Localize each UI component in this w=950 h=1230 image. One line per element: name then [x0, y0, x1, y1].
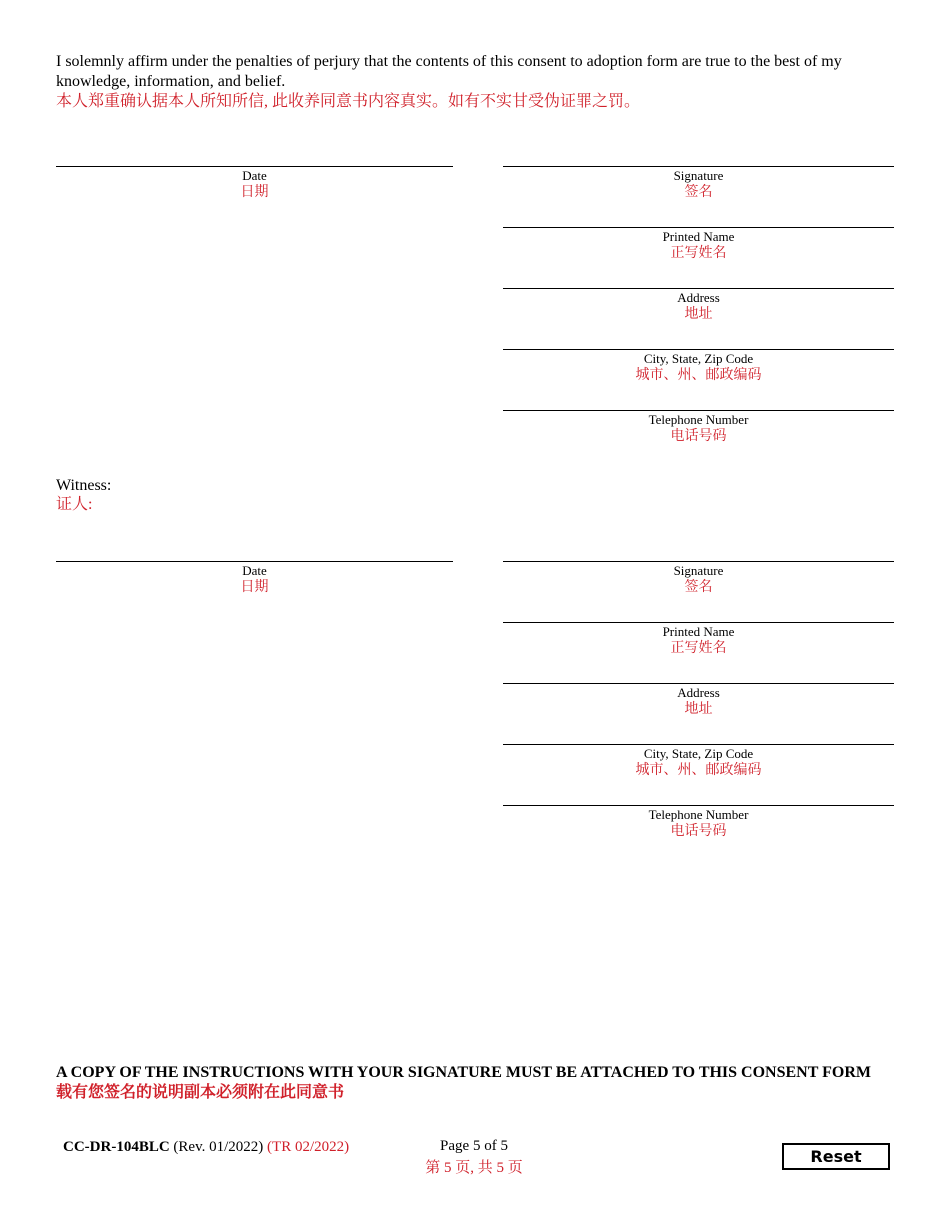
field-label-en: Telephone Number: [648, 412, 749, 427]
signer-date-field[interactable]: [56, 166, 453, 201]
affirmation-text-en: I solemnly affirm under the penalties of perjury that the contents of this consent to adoption form are true to the best of my knowledge, information, and belief.: [56, 53, 842, 90]
page-number-zh: 第 5 页, 共 5 页: [425, 1160, 523, 1176]
form-translation-revision: (TR 02/2022): [267, 1139, 350, 1155]
witness-signature-field[interactable]: [503, 561, 894, 596]
affirmation-text-zh: 本人郑重确认据本人所知所信, 此收养同意书内容真实。如有不实甘受伪证罪之罚。: [56, 93, 641, 110]
witness-address-field[interactable]: [503, 683, 894, 718]
affirmation-paragraph: [56, 52, 896, 112]
field-label-en: Signature: [673, 168, 724, 183]
field-label-zh: 日期: [240, 580, 269, 595]
reset-button[interactable]: Reset: [782, 1143, 890, 1170]
field-label-en: Address: [677, 290, 720, 305]
signer-city-state-zip-field[interactable]: [503, 349, 894, 384]
field-label-en: Telephone Number: [648, 807, 749, 822]
field-label-en: Printed Name: [662, 624, 735, 639]
form-id: CC-DR-104BLC: [63, 1139, 170, 1155]
page-number: [394, 1135, 554, 1179]
field-label-en: Date: [242, 563, 267, 578]
witness-heading: [56, 476, 111, 514]
field-label-zh: 日期: [240, 185, 269, 200]
field-label-zh: 城市、州、邮政编码: [635, 368, 762, 383]
field-label-zh: 地址: [684, 702, 713, 717]
form-revision: (Rev. 01/2022): [173, 1139, 264, 1155]
page-number-en: Page 5 of 5: [440, 1138, 508, 1154]
witness-label-en: Witness:: [56, 477, 112, 494]
field-label-en: City, State, Zip Code: [643, 746, 754, 761]
field-label-zh: 电话号码: [670, 429, 727, 444]
field-label-en: Printed Name: [662, 229, 735, 244]
form-identifier: [63, 1139, 349, 1156]
field-label-zh: 正写姓名: [670, 246, 727, 261]
field-label-en: Signature: [673, 563, 724, 578]
field-label-en: City, State, Zip Code: [643, 351, 754, 366]
signer-signature-field[interactable]: [503, 166, 894, 201]
signer-telephone-field[interactable]: [503, 410, 894, 445]
field-label-zh: 正写姓名: [670, 641, 727, 656]
attachment-notice: [56, 1063, 916, 1103]
signer-address-field[interactable]: [503, 288, 894, 323]
witness-telephone-field[interactable]: [503, 805, 894, 840]
attachment-notice-zh: 载有您签名的说明副本必须附在此同意书: [56, 1084, 345, 1101]
witness-label-zh: 证人:: [56, 496, 93, 513]
field-label-zh: 地址: [684, 307, 713, 322]
attachment-notice-en: A COPY OF THE INSTRUCTIONS WITH YOUR SIGNATURE MUST BE ATTACHED TO THIS CONSENT FORM: [56, 1064, 871, 1081]
field-label-zh: 签名: [684, 185, 713, 200]
field-label-en: Address: [677, 685, 720, 700]
witness-date-field[interactable]: [56, 561, 453, 596]
signer-printed-name-field[interactable]: [503, 227, 894, 262]
witness-printed-name-field[interactable]: [503, 622, 894, 657]
witness-city-state-zip-field[interactable]: [503, 744, 894, 779]
field-label-zh: 签名: [684, 580, 713, 595]
field-label-en: Date: [242, 168, 267, 183]
field-label-zh: 电话号码: [670, 824, 727, 839]
field-label-zh: 城市、州、邮政编码: [635, 763, 762, 778]
